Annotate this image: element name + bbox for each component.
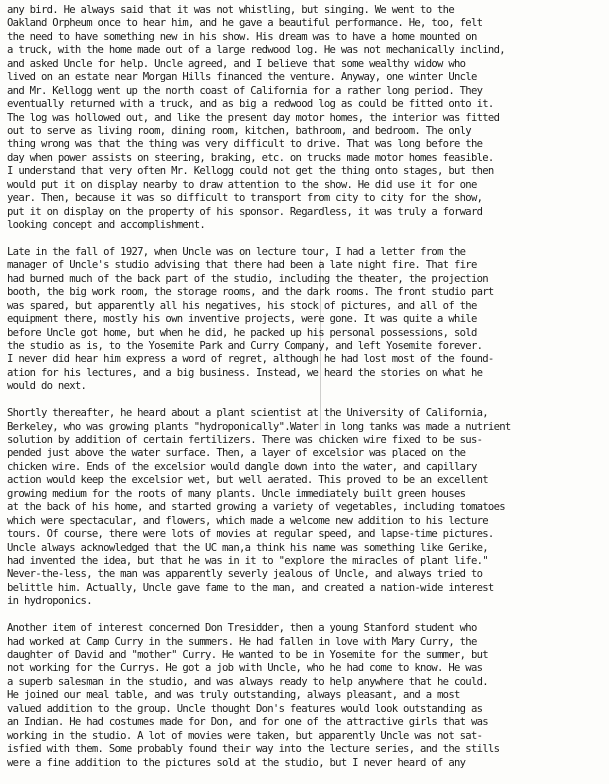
text-line: not working for the Currys. He got a job with Uncle, who he had come to know. He was — [7, 662, 483, 675]
text-line: had burned much of the back part of the studio, including the theater, the projection — [7, 272, 488, 285]
text-line: working in the studio. A lot of movies were taken, but apparently Uncle was not sat- — [7, 729, 483, 742]
text-line: any bird. He always said that it was not whistling, but singing. We went to the — [7, 4, 454, 16]
paragraph — [7, 4, 607, 232]
text-line: the studio as is, to the Yosemite Park and Curry Company, and left Yosemite forever. — [7, 339, 483, 352]
text-line: put it on display on the property of his sponsor. Regardless, it was truly a forward — [7, 205, 483, 218]
text-line: The log was hollowed out, and like the present day motor homes, the interior was fitted — [7, 111, 500, 124]
text-line: eventually returned with a truck, and as big a redwood log as could be fitted onto it. — [7, 98, 494, 111]
text-line: year. Then, because it was so difficult to transport from city to city for the show, — [7, 192, 483, 205]
text-line: day when power assists on steering, braking, etc. on trucks made motor homes feasible. — [7, 151, 494, 164]
text-line: an Indian. He had costumes made for Don, and for one of the attractive girls that was — [7, 716, 488, 729]
text-line: equipment there, mostly his own inventive projects, were gone. It was quite a while — [7, 313, 477, 326]
text-line: thing wrong was that the thing was very difficult to drive. That was long before the — [7, 138, 483, 151]
text-line: Another item of interest concerned Don Tresidder, then a young Stanford student who — [7, 622, 477, 635]
paragraph — [7, 622, 607, 770]
text-line: growing medium for the roots of many plants. Uncle immediately built green houses — [7, 487, 466, 500]
text-line: had invented the idea, but that he was in it to "explore the miracles of plant life." — [7, 554, 488, 567]
text-line: I understand that very often Mr. Kellogg could not get the thing onto stages, but then — [7, 165, 494, 178]
text-line: out to serve as living room, dining room, kitchen, bathroom, and bedroom. The only — [7, 124, 471, 137]
text-line: in hydroponics. — [7, 595, 92, 608]
text-line: before Uncle got home, but when he did, he packed up his personal possessions, sold — [7, 326, 477, 339]
text-line: looking concept and accomplishment. — [7, 219, 206, 231]
text-line: had worked at Camp Curry in the summers. He had fallen in love with Mary Curry, the — [7, 635, 477, 648]
text-line: daughter of David and "mother" Curry. He wanted to be in Yosemite for the summer, but — [7, 649, 488, 661]
text-line: belittle him. Actually, Uncle gave fame to the man, and created a nation-wide interest — [7, 581, 494, 594]
text-line: manager of Uncle's studio advising that there had been a late night fire. That fire — [7, 259, 477, 272]
text-line: Never-the-less, the man was apparently severly jealous of Uncle, and always tried to — [7, 568, 483, 581]
text-line: pended just above the water surface. Then, a layer of excelsior was placed on the — [7, 447, 466, 460]
text-line: Oakland Orpheum once to hear him, and he gave a beautiful performance. He, too, felt — [7, 17, 483, 30]
text-line: were a fine addition to the pictures sold at the studio, but I never heard of any — [7, 756, 466, 769]
paragraph — [7, 407, 607, 609]
text-line: would do next. — [7, 380, 87, 393]
text-line: ation for his lectures, and a big business. Instead, we heard the stories on what he — [7, 366, 483, 379]
text-line: valued addition to the group. Uncle thought Don's features would look outstanding as — [7, 702, 483, 715]
text-line: was spared, but apparently all his negatives, his stock of pictures, and all of the — [7, 299, 477, 312]
text-line: action would keep the excelsior wet, but well aerated. This proved to be an excellent — [7, 474, 488, 487]
text-line: Shortly thereafter, he heard about a plant scientist at the University of California, — [7, 407, 488, 420]
text-line: a truck, with the home made out of a large redwood log. He was not mechanically inclind, — [7, 44, 505, 57]
text-line: a superb salesman in the studio, and was always ready to help anywhere that he could. — [7, 675, 488, 688]
text-line: solution by addition of certain fertilizers. There was chicken wire fixed to be sus- — [7, 434, 483, 446]
text-line: which were spectacular, and flowers, which made a welcome new addition to his lecture — [7, 514, 488, 527]
text-line: isfied with them. Some probably found their way into the lecture series, and the stills — [7, 743, 500, 756]
text-line: He joined our meal table, and was truly outstanding, always pleasant, and a most — [7, 689, 460, 702]
text-line: Berkeley, who was growing plants "hydroponically".Water in long tanks was made a nutrient — [7, 420, 511, 433]
paragraph — [7, 246, 607, 394]
text-line: Late in the fall of 1927, when Uncle was on lecture tour, I had a letter from the — [7, 245, 466, 258]
text-line: tours. Of course, there were lots of movies at regular speed, and lapse-time pictures. — [7, 528, 494, 541]
text-line: would put it on display nearby to draw attention to the show. He did use it for one — [7, 178, 477, 191]
text-line: the need to have something new in his show. His dream was to have a home mounted on — [7, 30, 477, 43]
text-line: booth, the big work room, the storage rooms, and the dark rooms. The front studio part — [7, 286, 494, 299]
text-line: I never did hear him express a word of regret, although he had lost most of the found- — [7, 353, 494, 366]
text-line: Uncle always acknowledged that the UC man,a think his name was something like Gerike, — [7, 541, 488, 554]
text-line: and Mr. Kellogg went up the north coast of California for a rather long period. They — [7, 84, 483, 97]
text-line: lived on an estate near Morgan Hills financed the venture. Anyway, one winter Uncle — [7, 71, 477, 84]
text-line: at the back of his home, and started growing a variety of vegetables, including tomatoes — [7, 501, 505, 514]
typed-text-body — [7, 4, 607, 783]
text-line: chicken wire. Ends of the excelsior would dangle down into the water, and capillary — [7, 460, 477, 473]
text-line: and asked Uncle for help. Uncle agreed, and I believe that some wealthy widow who — [7, 57, 466, 70]
